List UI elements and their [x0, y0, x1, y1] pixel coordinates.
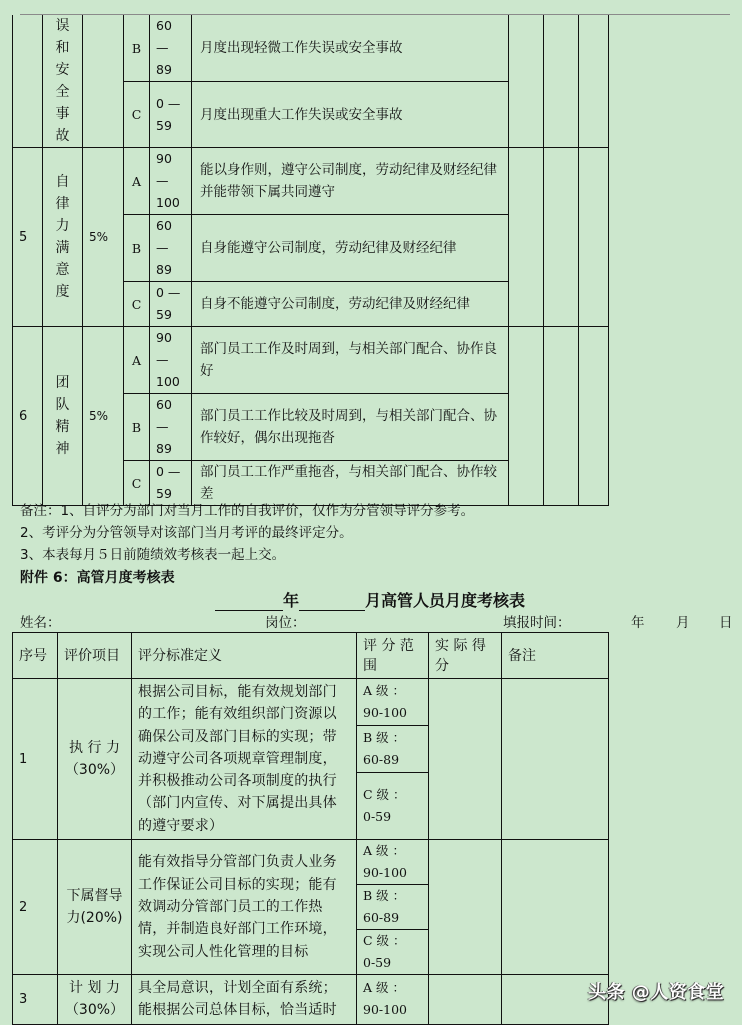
- remark-cell: [579, 148, 609, 327]
- criteria-description: 能有效指导分管部门负责人业务工作保证公司目标的实现；能有效调动分管部门员工的工作热情，并制造良好部门工作环境，实现公司人性化管理的目标: [132, 840, 357, 975]
- grade-level: B: [124, 15, 150, 82]
- score-range: A 级 ： 90-100: [357, 679, 429, 726]
- remark-cell: [579, 327, 609, 506]
- header-remark: 备注: [502, 633, 609, 679]
- actual-score-cell[interactable]: [429, 975, 502, 1025]
- table-row: [13, 15, 609, 82]
- fill-time-label: 填报时间：: [503, 615, 571, 631]
- grade-range: 0 — 59: [150, 82, 192, 148]
- header-row: [13, 633, 609, 679]
- grade-range: 0 — 59: [150, 282, 192, 327]
- header-criteria: 评分标准定义: [132, 633, 357, 679]
- grade-range: 60 — 89: [150, 15, 192, 82]
- grade-level: C: [124, 82, 150, 148]
- row-number: 5: [13, 148, 43, 327]
- header-actual-score: 实 际 得 分: [429, 633, 502, 679]
- grade-level: C: [124, 282, 150, 327]
- note-3: 3、本表每月５日前随绩效考核表一起上交。: [20, 547, 286, 563]
- grade-level: C: [124, 461, 150, 506]
- row-number: [13, 15, 43, 148]
- remark-cell: [579, 15, 609, 148]
- row-number: 6: [13, 327, 43, 506]
- table-row: [13, 840, 609, 885]
- score-range: B 级 ： 60-89: [357, 885, 429, 930]
- grade-description: 部门员工工作及时周到，与相关部门配合、协作良好: [192, 327, 509, 394]
- name-label: 姓名：: [20, 615, 61, 631]
- self-score-cell: [509, 15, 544, 148]
- grade-range: 60 — 89: [150, 215, 192, 282]
- header-item: 评价项目: [58, 633, 132, 679]
- annex-title: 附件 6：高管月度考核表: [20, 570, 175, 586]
- header-range: 评 分 范 围: [357, 633, 429, 679]
- self-score-cell: [509, 327, 544, 506]
- grade-level: A: [124, 327, 150, 394]
- weight: 5%: [83, 148, 124, 327]
- row-number: 3: [13, 975, 58, 1025]
- item-name: 计 划 力 （30%）: [58, 975, 132, 1025]
- note-1: 备注：1、自评分为部门对当月工作的自我评价，仅作为分管领导评分参考。: [20, 503, 475, 519]
- grade-range: 90 — 100: [150, 327, 192, 394]
- score-range: B 级 ： 60-89: [357, 726, 429, 773]
- score-range: A 级 ： 90-100: [357, 840, 429, 885]
- actual-score-cell[interactable]: [429, 679, 502, 840]
- date-month: 月: [676, 615, 690, 631]
- score-range: C 级 ： 0-59: [357, 930, 429, 975]
- grade-description: 部门员工工作比较及时周到，与相关部门配合、协作较好，偶尔出现拖沓: [192, 394, 509, 461]
- item-name: 误 和 安 全 事 故: [43, 15, 83, 148]
- row-number: 1: [13, 679, 58, 840]
- item-name: 团 队 精 神: [43, 327, 83, 506]
- item-name: 下属督导 力(20%): [58, 840, 132, 975]
- grade-level: B: [124, 394, 150, 461]
- grade-range: 60 — 89: [150, 394, 192, 461]
- form-title: 年 月高管人员月度考核表: [215, 588, 525, 611]
- year-blank[interactable]: [215, 594, 283, 611]
- grade-description: 月度出现轻微工作失误或安全事故: [192, 15, 509, 82]
- score-range: A 级 ： 90-100: [357, 975, 429, 1025]
- item-name: 自 律 力 满 意 度: [43, 148, 83, 327]
- score-range: C 级 ： 0-59: [357, 773, 429, 840]
- grade-description: 自身能遵守公司制度，劳动纪律及财经纪律: [192, 215, 509, 282]
- note-2: 2、考评分为分管领导对该部门当月考评的最终评定分。: [20, 525, 353, 541]
- grade-level: A: [124, 148, 150, 215]
- grade-level: B: [124, 215, 150, 282]
- table-row: [13, 148, 609, 215]
- watermark: 头条 @人资食堂: [588, 982, 725, 1003]
- header-no: 序号: [13, 633, 58, 679]
- department-assessment-table: [12, 15, 609, 506]
- table-row: [13, 679, 609, 726]
- weight: [83, 15, 124, 148]
- position-label: 岗位：: [265, 615, 306, 631]
- grade-description: 自身不能遵守公司制度，劳动纪律及财经纪律: [192, 282, 509, 327]
- date-day: 日: [719, 615, 733, 631]
- grade-range: 90 — 100: [150, 148, 192, 215]
- criteria-description: 根据公司目标，能有效规划部门的工作；能有效组织部门资源以确保公司及部门目标的实现；带动遵守公司各项规章管理制度，并积极推动公司各项制度的执行（部门内宣传、对下属提出具体的遵守要求）: [132, 679, 357, 840]
- weight: 5%: [83, 327, 124, 506]
- executive-assessment-table: [12, 632, 609, 1025]
- remark-cell[interactable]: [502, 840, 609, 975]
- grade-description: 月度出现重大工作失误或安全事故: [192, 82, 509, 148]
- review-score-cell: [544, 148, 579, 327]
- review-score-cell: [544, 327, 579, 506]
- review-score-cell: [544, 15, 579, 148]
- table-row: [13, 975, 609, 1025]
- table-row: [13, 327, 609, 394]
- item-name: 执 行 力 （30%）: [58, 679, 132, 840]
- row-number: 2: [13, 840, 58, 975]
- actual-score-cell[interactable]: [429, 840, 502, 975]
- month-blank[interactable]: [299, 594, 365, 611]
- self-score-cell: [509, 148, 544, 327]
- criteria-description: 具全局意识，计划全面有系统；能根据公司总体目标，恰当适时: [132, 975, 357, 1025]
- grade-description: 部门员工工作严重拖沓，与相关部门配合、协作较差: [192, 461, 509, 506]
- grade-description: 能以身作则，遵守公司制度，劳动纪律及财经纪律并能带领下属共同遵守: [192, 148, 509, 215]
- grade-range: 0 — 59: [150, 461, 192, 506]
- remark-cell[interactable]: [502, 679, 609, 840]
- date-year: 年: [631, 615, 645, 631]
